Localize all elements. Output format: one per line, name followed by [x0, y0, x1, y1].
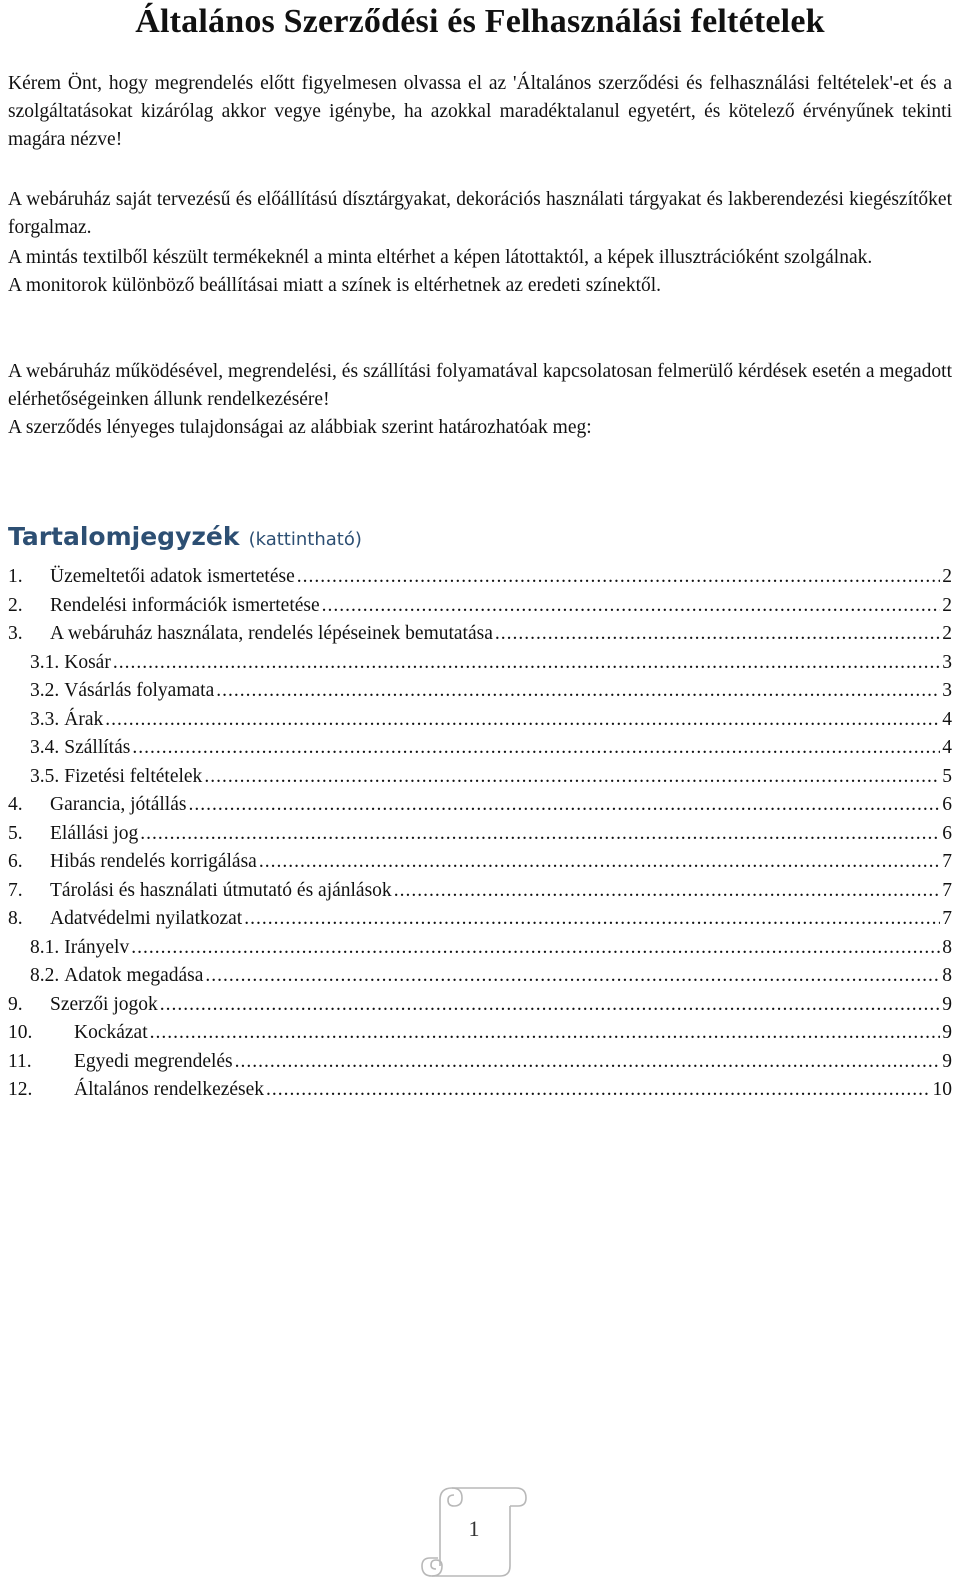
toc-entry-page: 5 — [942, 765, 952, 787]
toc-entry[interactable] — [8, 878, 952, 907]
toc-entry-page: 6 — [942, 794, 952, 815]
toc-entry-link[interactable]: Tárolási és használati útmutató és ajánlások — [50, 879, 392, 901]
toc-dot-leader — [216, 678, 940, 704]
toc-entry-number: 11. — [8, 1050, 32, 1072]
toc-entry-number: 3. — [8, 623, 23, 644]
paragraph-text: A mintás textilből készült termékeknél a minta eltérhet a képen látottaktól, a képek illusztrációként szolgálnak. — [8, 247, 873, 268]
toc-dot-leader — [259, 849, 940, 875]
toc-entry-page: 7 — [942, 879, 952, 901]
toc-entry-link[interactable]: Kosár — [64, 651, 111, 673]
toc-entry-page: 7 — [942, 908, 952, 929]
toc-entry-link[interactable]: Garancia, jótállás — [50, 794, 187, 815]
toc-entry[interactable] — [8, 849, 952, 878]
toc-dot-leader — [160, 992, 940, 1018]
toc-entry-page: 8 — [942, 936, 952, 958]
toc-dot-leader — [322, 593, 941, 619]
toc-entry-link[interactable]: Elállási jog — [50, 822, 139, 844]
toc-entry-number: 12. — [8, 1079, 33, 1100]
toc-title: Tartalomjegyzék — [8, 522, 240, 551]
toc-entry-number: 3.5. — [30, 765, 60, 787]
toc-entry-number: 10. — [8, 1022, 33, 1043]
paragraph-text: A webáruház saját tervezésű és előállítású dísztárgyakat, dekorációs használati tárgyakat és lakberendezési kiegészítőket forgalmaz. — [8, 189, 952, 238]
paragraph-text: Kérem Önt, hogy megrendelés előtt figyelmesen olvassa el az 'Általános szerződési és felhasználási feltételek'-et és a szolgáltatásokat kizárólag akkor vegye igénybe, ha azokkal maradéktalanul egyetért, és kötelező érvényűnek tekinti magára nézve! — [8, 73, 952, 150]
toc-entry-link[interactable]: Egyedi megrendelés — [74, 1050, 233, 1072]
toc-dot-leader — [188, 792, 940, 818]
toc-entry[interactable] — [8, 650, 952, 679]
toc-entry-link[interactable]: Hibás rendelés korrigálása — [50, 851, 257, 872]
toc-dot-leader — [204, 764, 940, 790]
toc-heading — [8, 522, 362, 551]
toc-entry-link[interactable]: Üzemeltetői adatok ismertetése — [50, 566, 295, 587]
toc-entry-page: 4 — [942, 737, 952, 758]
toc-entry-page: 7 — [942, 851, 952, 872]
toc-entry[interactable] — [8, 621, 952, 650]
toc-entry[interactable] — [8, 1049, 952, 1078]
toc-entry-page: 2 — [942, 623, 952, 644]
toc-entry-page: 4 — [942, 708, 952, 730]
toc-dot-leader — [205, 963, 940, 989]
toc-dot-leader — [297, 564, 941, 590]
toc-entry-page: 10 — [932, 1079, 952, 1100]
toc-entry[interactable] — [8, 906, 952, 935]
toc-entry-link[interactable]: Árak — [64, 708, 104, 730]
toc-entry-page: 2 — [942, 594, 952, 616]
paragraph-text: A webáruház működésével, megrendelési, és szállítási folyamatával kapcsolatosan felmerülő kérdések esetén a megadott elérhetőségeinken állunk rendelkezésére! — [8, 361, 952, 410]
toc-entry-number: 6. — [8, 851, 23, 872]
toc-entry-link[interactable]: A webáruház használata, rendelés lépéseinek bemutatása — [50, 623, 493, 644]
toc-dot-leader — [131, 935, 940, 961]
toc-entry-page: 9 — [942, 1022, 952, 1043]
toc-dot-leader — [266, 1077, 930, 1103]
toc-entry-page: 8 — [942, 965, 952, 986]
toc-entry-number: 8.1. — [30, 936, 60, 958]
toc-dot-leader — [495, 621, 940, 647]
toc-entry-page: 9 — [942, 1050, 952, 1072]
page-title: Általános Szerződési és Felhasználási feltételek — [135, 3, 825, 40]
toc-entry-page: 6 — [942, 822, 952, 844]
toc-dot-leader — [235, 1049, 941, 1075]
toc-entry[interactable] — [8, 1077, 952, 1106]
toc-entry-link[interactable]: Irányelv — [64, 936, 130, 958]
toc-subtitle: (kattintható) — [248, 529, 362, 550]
toc-entry-link[interactable]: Szerzői jogok — [50, 993, 158, 1015]
toc-entry-link[interactable]: Adatok megadása — [64, 965, 204, 986]
toc-entry-link[interactable]: Szállítás — [64, 737, 131, 758]
toc-entry-number: 8.2. — [30, 965, 60, 986]
toc-entry-page: 3 — [942, 651, 952, 673]
toc-entry-link[interactable]: Általános rendelkezések — [74, 1079, 265, 1100]
toc-dot-leader — [105, 707, 940, 733]
toc-entry-link[interactable]: Rendelési információk ismertetése — [50, 594, 320, 616]
toc-entry[interactable] — [8, 821, 952, 850]
toc-entry-number: 3.3. — [30, 708, 60, 730]
toc-entry[interactable] — [8, 707, 952, 736]
paragraph-text: A szerződés lényeges tulajdonságai az alábbiak szerint határozhatóak meg: — [8, 417, 592, 438]
toc-entry[interactable] — [8, 564, 952, 593]
toc-entry[interactable] — [8, 593, 952, 622]
toc-entry-link[interactable]: Vásárlás folyamata — [64, 680, 215, 701]
toc-entry[interactable] — [8, 678, 952, 707]
toc-entry-number: 5. — [8, 822, 23, 844]
toc-entry[interactable] — [8, 963, 952, 992]
toc-entry-link[interactable]: Adatvédelmi nyilatkozat — [50, 908, 243, 929]
toc-entry-number: 3.2. — [30, 680, 60, 701]
toc-entry[interactable] — [8, 1020, 952, 1049]
toc-entry[interactable] — [8, 735, 952, 764]
toc-entry-page: 3 — [942, 680, 952, 701]
table-of-contents — [8, 564, 952, 1106]
toc-entry-number: 1. — [8, 566, 23, 587]
paragraph-text: A monitorok különböző beállításai miatt a színek is eltérhetnek az eredeti színektől. — [8, 275, 662, 296]
toc-entry-number: 2. — [8, 594, 23, 616]
contact-paragraph — [8, 358, 952, 442]
toc-entry-number: 4. — [8, 794, 23, 815]
toc-entry[interactable] — [8, 992, 952, 1021]
toc-entry-link[interactable]: Kockázat — [74, 1022, 148, 1043]
intro-paragraph — [8, 70, 952, 154]
toc-entry-number: 3.4. — [30, 737, 60, 758]
toc-entry-page: 9 — [942, 993, 952, 1015]
toc-entry-number: 8. — [8, 908, 23, 929]
toc-dot-leader — [140, 821, 940, 847]
toc-entry-number: 3.1. — [30, 651, 60, 673]
toc-entry-number: 9. — [8, 993, 23, 1015]
toc-dot-leader — [244, 906, 940, 932]
textile-paragraph — [8, 244, 952, 300]
toc-entry[interactable] — [8, 764, 952, 793]
toc-entry[interactable] — [8, 935, 952, 964]
toc-entry[interactable] — [8, 792, 952, 821]
toc-dot-leader — [132, 735, 940, 761]
toc-dot-leader — [150, 1020, 941, 1046]
products-paragraph — [8, 186, 952, 242]
page-number: 1 — [468, 1516, 480, 1541]
toc-entry-link[interactable]: Fizetési feltételek — [64, 765, 203, 787]
toc-entry-page: 2 — [942, 566, 952, 587]
toc-dot-leader — [394, 878, 941, 904]
toc-entry-number: 7. — [8, 879, 23, 901]
toc-dot-leader — [113, 650, 940, 676]
